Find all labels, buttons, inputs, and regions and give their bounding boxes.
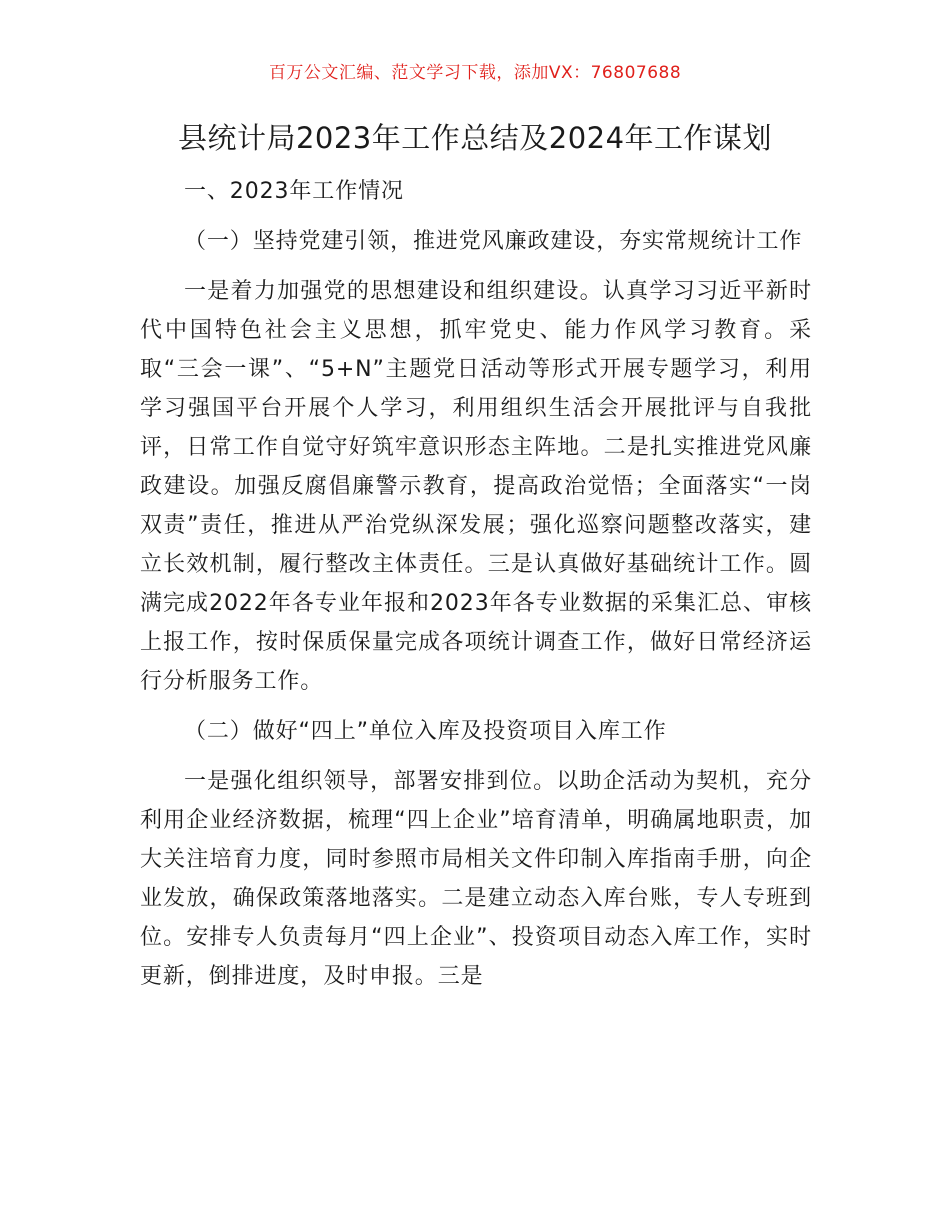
paragraph: 一是强化组织领导，部署安排到位。以助企活动为契机，充分利用企业经济数据，梳理“四上企业”培育清单，明确属地职责，加大关注培育力度，同时参照市局相关文件印制入库指南手册，向企业发放，确保政策落地落实。二是建立动态入库台账，专人专班到位。安排专人负责每月“四上企业”、投资项目动态入库工作，实时更新，倒排进度，及时申报。三是 <box>140 769 812 989</box>
subsection-heading: （二）做好“四上”单位入库及投资项目入库工作 <box>184 719 667 744</box>
document-title: 县统计局2023年工作总结及2024年工作谋划 <box>177 121 773 155</box>
section-heading: 一、2023年工作情况 <box>184 179 404 204</box>
watermark-banner: 百万公文汇编、范文学习下载，添加VX：76807688 <box>268 63 682 83</box>
subsection-heading: （一）坚持党建引领，推进党风廉政建设，夯实常规统计工作 <box>184 229 803 254</box>
paragraph: 一是着力加强党的思想建设和组织建设。认真学习习近平新时代中国特色社会主义思想，抓牢党史、能力作风学习教育。采取“三会一课”、“5+N”主题党日活动等形式开展专题学习，利用学习强国平台开展个人学习，利用组织生活会开展批评与自我批评，日常工作自觉守好筑牢意识形态主阵地。二是扎实推进党风廉政建设。加强反腐倡廉警示教育，提高政治觉悟；全面落实“一岗双责”责任，推进从严治党纵深发展；强化巡察问题整改落实，建立长效机制，履行整改主体责任。三是认真做好基础统计工作。圆满完成2022年各专业年报和2023年各专业数据的采集汇总、审核上报工作，按时保质保量完成各项统计调查工作，做好日常经济运行分析服务工作。 <box>140 279 812 694</box>
document-body <box>140 172 812 996</box>
